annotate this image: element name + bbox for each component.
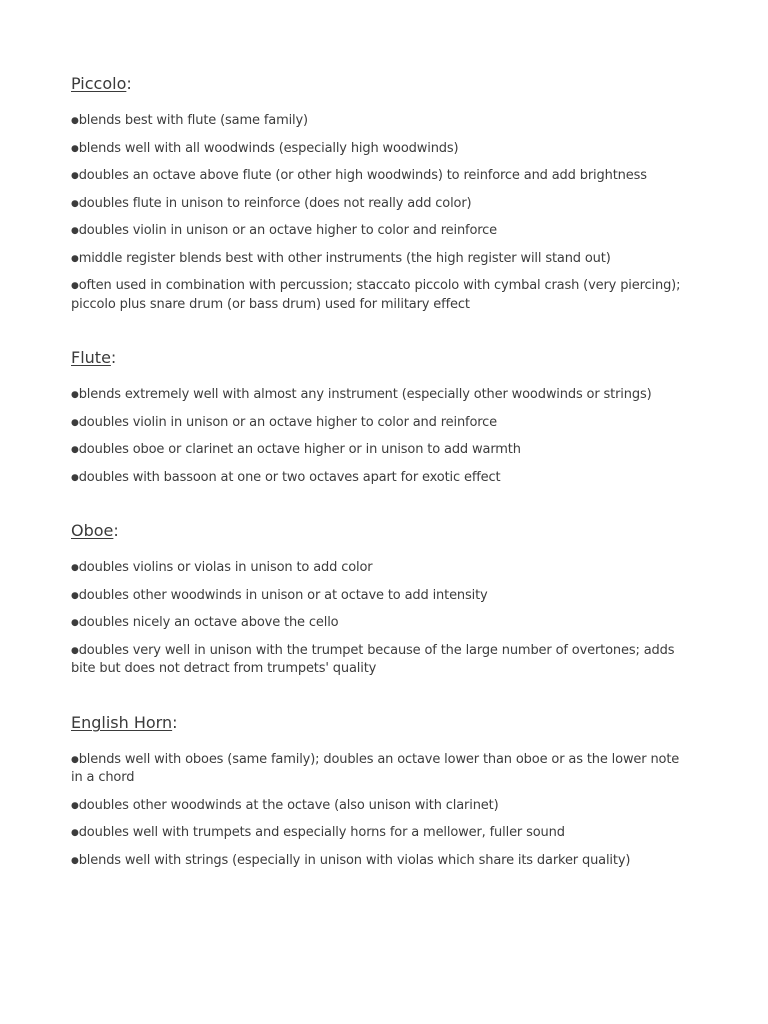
section-heading — [71, 74, 691, 94]
list-item — [71, 852, 691, 871]
list-item — [71, 140, 691, 159]
section-english-horn — [71, 713, 691, 871]
section-flute — [71, 348, 691, 487]
list-item-text: doubles well with trumpets and especially horns for a mellower, fuller sound — [78, 825, 565, 840]
list-item — [71, 195, 691, 214]
list-item — [71, 414, 691, 433]
heading-title: English Horn — [71, 712, 173, 732]
list-item-text: doubles flute in unison to reinforce (does not really add color) — [78, 195, 472, 211]
list-item-text: blends well with oboes (same family); doubles an octave lower than oboe or as the lower note in a chord — [71, 751, 680, 785]
list-item — [71, 797, 691, 816]
document-page — [71, 74, 691, 879]
list-item-text: doubles other woodwinds at the octave (also unison with clarinet) — [78, 797, 499, 813]
bullet-icon: ● — [71, 563, 79, 573]
bullet-icon: ● — [71, 116, 79, 126]
bullet-icon: ● — [71, 253, 79, 264]
list-item-text: doubles violins or violas in unison to add color — [78, 560, 373, 575]
list-item — [71, 751, 691, 788]
bullet-list — [71, 559, 691, 679]
list-item — [71, 441, 691, 460]
bullet-icon: ● — [71, 828, 79, 838]
list-item — [71, 469, 691, 488]
heading-colon: : — [110, 348, 117, 367]
list-item-text: doubles very well in unison with the trumpet because of the large number of overtones; adds bite but does not detract from trumpets' quality — [71, 642, 675, 676]
list-item-text: blends well with strings (especially in unison with violas which share its darker quality) — [78, 852, 631, 868]
list-item-text: blends best with flute (same family) — [78, 113, 308, 128]
heading-title: Oboe — [71, 521, 114, 540]
heading-title: Flute — [71, 348, 111, 367]
heading-colon: : — [126, 74, 132, 93]
bullet-icon: ● — [71, 417, 79, 428]
bullet-icon: ● — [71, 226, 79, 236]
heading-title: Piccolo — [71, 74, 127, 93]
list-item-text: doubles violin in unison or an octave higher to color and reinforce — [78, 223, 498, 238]
bullet-list — [71, 751, 691, 871]
list-item-text: doubles nicely an octave above the cello — [78, 615, 339, 630]
section-heading — [71, 348, 691, 368]
list-item — [71, 250, 691, 269]
bullet-icon: ● — [71, 800, 79, 811]
bullet-list — [71, 112, 691, 314]
section-oboe — [71, 521, 691, 679]
list-item — [71, 559, 691, 578]
heading-colon: : — [113, 521, 119, 540]
list-item — [71, 614, 691, 633]
bullet-icon: ● — [71, 445, 79, 455]
section-heading — [71, 713, 691, 733]
heading-colon: : — [172, 712, 178, 732]
list-item-text: doubles oboe or clarinet an octave higher or in unison to add warmth — [78, 442, 521, 457]
bullet-icon: ● — [71, 754, 79, 765]
section-heading — [71, 521, 691, 541]
list-item — [71, 112, 691, 131]
list-item — [71, 386, 691, 405]
bullet-icon: ● — [71, 472, 79, 483]
list-item — [71, 587, 691, 606]
bullet-icon: ● — [71, 590, 79, 601]
bullet-icon: ● — [71, 618, 79, 628]
list-item-text: doubles an octave above flute (or other high woodwinds) to reinforce and add brightness — [78, 168, 647, 183]
bullet-list — [71, 386, 691, 487]
list-item-text: blends extremely well with almost any instrument (especially other woodwinds or strings) — [78, 387, 652, 402]
list-item — [71, 222, 691, 241]
section-piccolo — [71, 74, 691, 314]
list-item — [71, 277, 691, 314]
list-item-text: doubles other woodwinds in unison or at octave to add intensity — [78, 587, 488, 603]
bullet-icon: ● — [71, 645, 79, 656]
list-item — [71, 642, 691, 679]
bullet-icon: ● — [71, 143, 79, 154]
list-item — [71, 824, 691, 843]
bullet-icon: ● — [71, 390, 79, 400]
list-item-text: blends well with all woodwinds (especially high woodwinds) — [78, 140, 459, 156]
bullet-icon: ● — [71, 171, 79, 181]
bullet-icon: ● — [71, 855, 79, 866]
list-item — [71, 167, 691, 186]
list-item-text: doubles violin in unison or an octave higher to color and reinforce — [78, 414, 498, 430]
list-item-text: middle register blends best with other instruments (the high register will stand out) — [78, 250, 611, 266]
bullet-icon: ● — [71, 281, 79, 291]
list-item-text: doubles with bassoon at one or two octaves apart for exotic effect — [78, 469, 501, 485]
bullet-icon: ● — [71, 198, 79, 209]
list-item-text: often used in combination with percussion; staccato piccolo with cymbal crash (very piercing); piccolo plus snare drum (or bass drum) used for military effect — [71, 278, 681, 312]
